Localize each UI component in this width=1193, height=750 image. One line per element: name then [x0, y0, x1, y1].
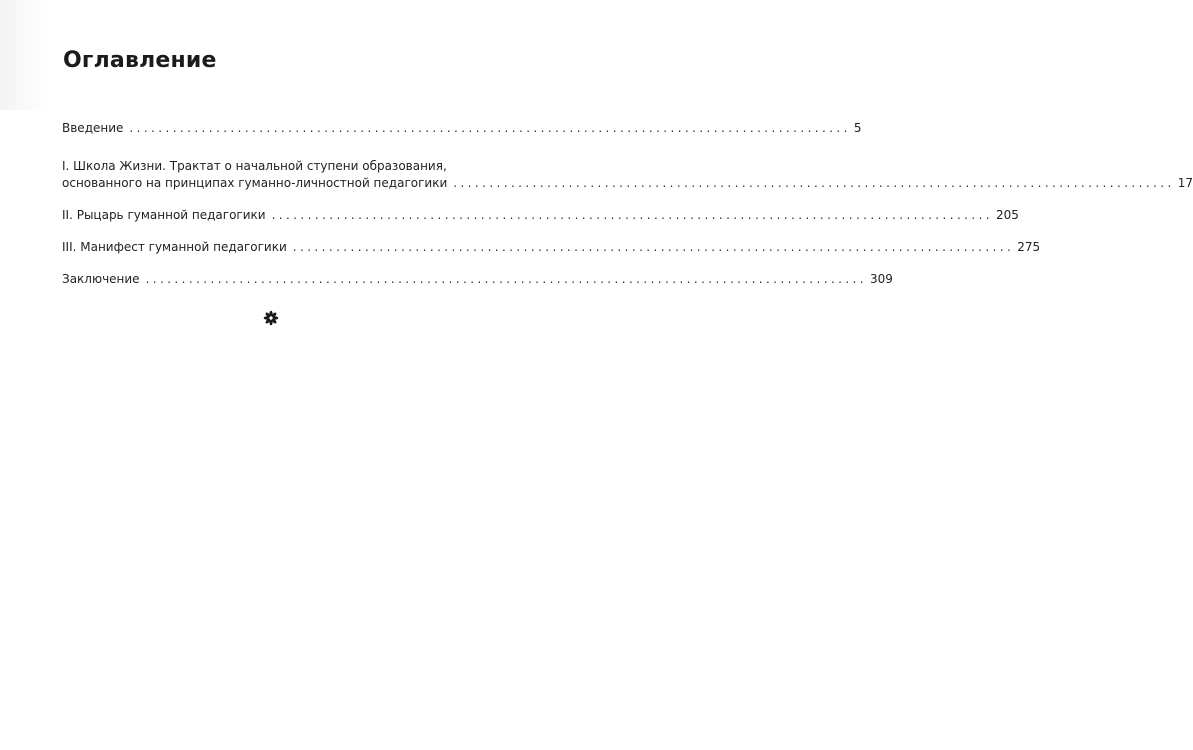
toc-entry-title: II. Рыцарь гуманной педагогики	[62, 208, 266, 222]
toc-entry-chapter-3[interactable]	[62, 239, 1041, 256]
toc-entry-introduction[interactable]	[62, 120, 862, 137]
toc-entry-chapter-1[interactable]	[62, 158, 1193, 192]
toc-entry-title-line-2: основанного на принципах гуманно-личностной педагогики	[62, 176, 448, 190]
floral-ornament-icon	[263, 310, 279, 326]
toc-entry-title: Введение	[62, 121, 124, 135]
dot-leader: ....................................................................................................	[453, 176, 1175, 190]
toc-page-number: 17	[1177, 176, 1193, 190]
table-of-contents	[62, 120, 1193, 288]
toc-heading: Оглавление	[63, 48, 217, 73]
toc-entry-title: III. Манифест гуманной педагогики	[62, 240, 287, 254]
dot-leader: ....................................................................................................	[129, 121, 851, 135]
page-fold-shadow	[0, 0, 48, 110]
toc-entry-conclusion[interactable]	[62, 271, 893, 288]
dot-leader: ....................................................................................................	[145, 272, 868, 286]
toc-entry-chapter-2[interactable]	[62, 207, 1019, 224]
toc-page-number: 205	[996, 208, 1019, 222]
toc-page-number: 5	[853, 121, 862, 135]
toc-page-number: 275	[1017, 240, 1041, 254]
dot-leader: ....................................................................................................	[271, 208, 994, 222]
dot-leader: ....................................................................................................	[292, 240, 1015, 254]
toc-entry-title: Заключение	[62, 272, 140, 286]
toc-page-number: 309	[870, 272, 893, 286]
toc-entry-title-line-1: I. Школа Жизни. Трактат о начальной ступени образования,	[62, 159, 447, 173]
